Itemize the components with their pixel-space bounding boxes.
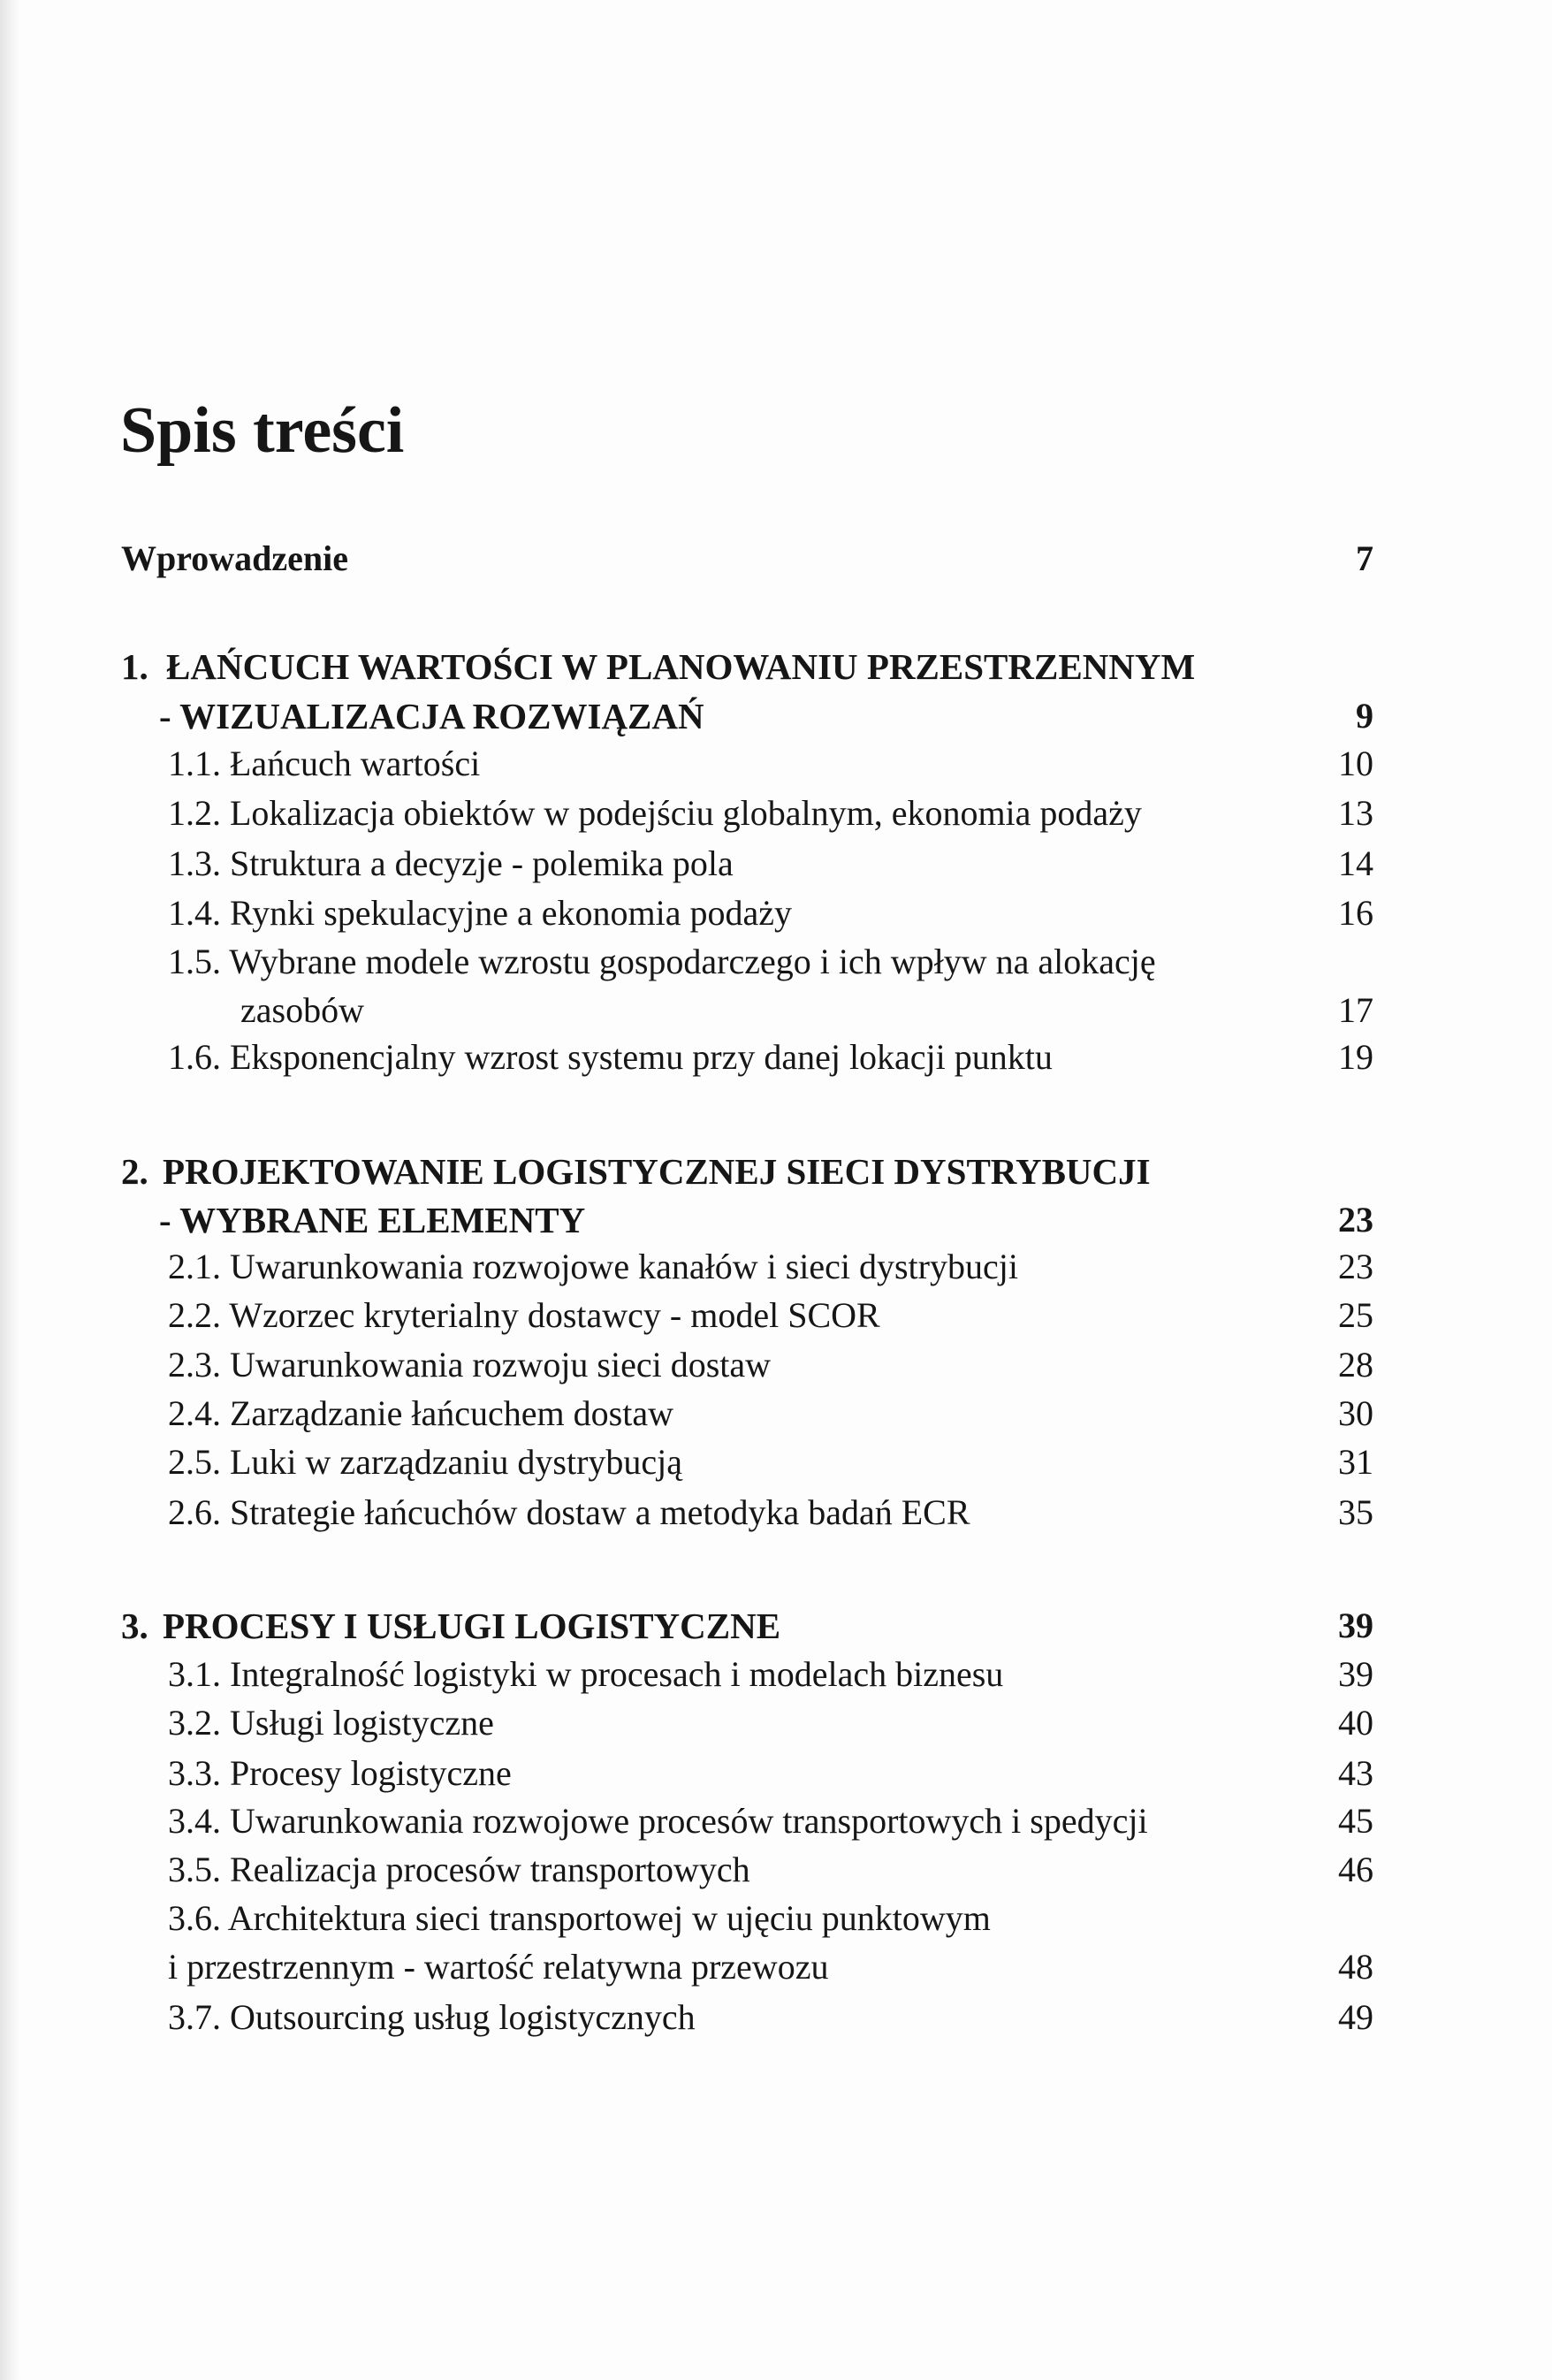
- page-number: 39: [1338, 1654, 1373, 1694]
- page-number: 49: [1338, 1997, 1373, 2037]
- toc-section[interactable]: [168, 739, 480, 789]
- section-number: 2.2.: [168, 1295, 221, 1335]
- chapter-number: 3.: [121, 1606, 148, 1646]
- section-number: 3.1.: [168, 1654, 221, 1694]
- section-title: Uwarunkowania rozwoju sieci dostaw: [230, 1345, 772, 1385]
- page-number: 43: [1338, 1753, 1373, 1793]
- section-title-cont: i przestrzennym - wartość relatywna przewozu: [168, 1947, 829, 1987]
- section-title-cont: zasobów: [240, 990, 364, 1030]
- page-number: 39: [1338, 1606, 1373, 1645]
- section-title: Usługi logistyczne: [230, 1703, 494, 1743]
- section-title: Integralność logistyki w procesach i modelach biznesu: [230, 1654, 1004, 1694]
- page-number: 19: [1338, 1037, 1373, 1077]
- toc-section[interactable]: [168, 1033, 1053, 1082]
- page-number: 28: [1338, 1345, 1373, 1385]
- toc-section[interactable]: [168, 1749, 512, 1798]
- toc-section[interactable]: [168, 1894, 991, 1943]
- chapter-number: 2.: [121, 1151, 148, 1192]
- entry-title: Wprowadzenie: [121, 538, 349, 578]
- scan-edge-shadow: [0, 0, 19, 2380]
- section-title: Wybrane modele wzrostu gospodarczego i ich wpływ na alokację: [229, 942, 1156, 981]
- page-number: 13: [1338, 793, 1373, 833]
- toc-section[interactable]: [168, 789, 1142, 838]
- page-number: 31: [1338, 1442, 1373, 1482]
- section-number: 3.6.: [168, 1898, 221, 1938]
- page-number: 48: [1338, 1947, 1373, 1987]
- chapter-title-line1: PROCESY I USŁUGI LOGISTYCZNE: [163, 1606, 781, 1646]
- section-number: 1.4.: [168, 893, 221, 933]
- page-number: 23: [1338, 1200, 1373, 1240]
- page-number: 10: [1338, 744, 1373, 783]
- toc-entry-intro[interactable]: [121, 534, 1376, 584]
- section-number: 3.2.: [168, 1703, 221, 1743]
- toc-section[interactable]: [168, 1845, 750, 1895]
- section-number: 2.3.: [168, 1345, 221, 1385]
- toc-section[interactable]: [168, 937, 1156, 987]
- page-number: 17: [1338, 990, 1373, 1030]
- page-number: 40: [1338, 1703, 1373, 1743]
- toc-section[interactable]: [168, 839, 734, 889]
- toc-section[interactable]: [168, 1291, 880, 1340]
- section-title: Strategie łańcuchów dostaw a metodyka badań ECR: [230, 1492, 970, 1532]
- section-number: 3.4.: [168, 1801, 221, 1841]
- section-number: 2.4.: [168, 1393, 221, 1433]
- section-title: Rynki spekulacyjne a ekonomia podaży: [230, 893, 792, 933]
- section-title: Lokalizacja obiektów w podejściu globalnym, ekonomia podaży: [230, 793, 1142, 833]
- toc-section[interactable]: [168, 1650, 1003, 1699]
- page-number: 16: [1338, 893, 1373, 933]
- toc-section[interactable]: [168, 1438, 682, 1487]
- toc-chapter-1-line2: [159, 691, 704, 741]
- toc-chapter-2-line2: [159, 1195, 585, 1245]
- section-number: 2.6.: [168, 1492, 221, 1532]
- chapter-title-line1: ŁAŃCUCH WARTOŚCI W PLANOWANIU PRZESTRZENNYM: [166, 646, 1196, 687]
- toc-chapter-1[interactable]: [121, 642, 1195, 691]
- section-number: 1.2.: [168, 793, 221, 833]
- section-number: 2.1.: [168, 1247, 221, 1286]
- toc-section[interactable]: [168, 1242, 1018, 1292]
- section-title: Luki w zarządzaniu dystrybucją: [230, 1442, 683, 1482]
- page-number: 9: [1356, 696, 1373, 736]
- page-number: 35: [1338, 1492, 1373, 1532]
- page-number: 30: [1338, 1393, 1373, 1433]
- page-number: 25: [1338, 1295, 1373, 1335]
- section-number: 3.5.: [168, 1850, 221, 1889]
- page-number: 14: [1338, 843, 1373, 883]
- section-title: Uwarunkowania rozwojowe kanałów i sieci dystrybucji: [230, 1247, 1018, 1286]
- section-title: Eksponencjalny wzrost systemu przy danej lokacji punktu: [230, 1037, 1053, 1077]
- toc-section-continuation: [168, 1942, 828, 1992]
- toc-chapter-3[interactable]: [121, 1601, 780, 1651]
- toc-section[interactable]: [168, 1340, 771, 1390]
- section-title: Wzorzec kryterialny dostawcy - model SCOR: [229, 1295, 880, 1335]
- toc-section[interactable]: [168, 1389, 673, 1438]
- section-title: Architektura sieci transportowej w ujęciu punktowym: [227, 1898, 991, 1938]
- section-number: 1.5.: [168, 942, 221, 981]
- toc-section[interactable]: [168, 1993, 696, 2042]
- toc-chapter-2[interactable]: [121, 1147, 1151, 1196]
- toc-section[interactable]: [168, 1796, 1148, 1846]
- section-number: 3.7.: [168, 1997, 221, 2037]
- toc-section[interactable]: [168, 1488, 970, 1537]
- section-title: Realizacja procesów transportowych: [230, 1850, 750, 1889]
- chapter-title-line2: - WYBRANE ELEMENTY: [159, 1200, 586, 1240]
- section-number: 2.5.: [168, 1442, 221, 1482]
- toc-section-continuation: [240, 986, 364, 1035]
- toc-section[interactable]: [168, 1698, 494, 1748]
- page-number: 7: [1356, 538, 1373, 578]
- section-number: 1.1.: [168, 744, 221, 783]
- section-number: 1.3.: [168, 843, 221, 883]
- chapter-title-line1: PROJEKTOWANIE LOGISTYCZNEJ SIECI DYSTRYBUCJI: [163, 1151, 1151, 1192]
- toc-section[interactable]: [168, 889, 792, 938]
- page-title: Spis treści: [120, 394, 405, 467]
- page-number: 23: [1338, 1247, 1373, 1286]
- section-title: Outsourcing usług logistycznych: [230, 1997, 696, 2037]
- page-number: 46: [1338, 1850, 1373, 1889]
- chapter-number: 1.: [121, 646, 148, 687]
- section-title: Zarządzanie łańcuchem dostaw: [230, 1393, 673, 1433]
- section-number: 1.6.: [168, 1037, 221, 1077]
- section-title: Łańcuch wartości: [230, 744, 481, 783]
- section-title: Procesy logistyczne: [230, 1753, 512, 1793]
- chapter-title-line2: - WIZUALIZACJA ROZWIĄZAŃ: [159, 696, 704, 736]
- section-title: Uwarunkowania rozwojowe procesów transportowych i spedycji: [230, 1801, 1148, 1841]
- page-number: 45: [1338, 1801, 1373, 1841]
- section-title: Struktura a decyzje - polemika pola: [230, 843, 734, 883]
- section-number: 3.3.: [168, 1753, 221, 1793]
